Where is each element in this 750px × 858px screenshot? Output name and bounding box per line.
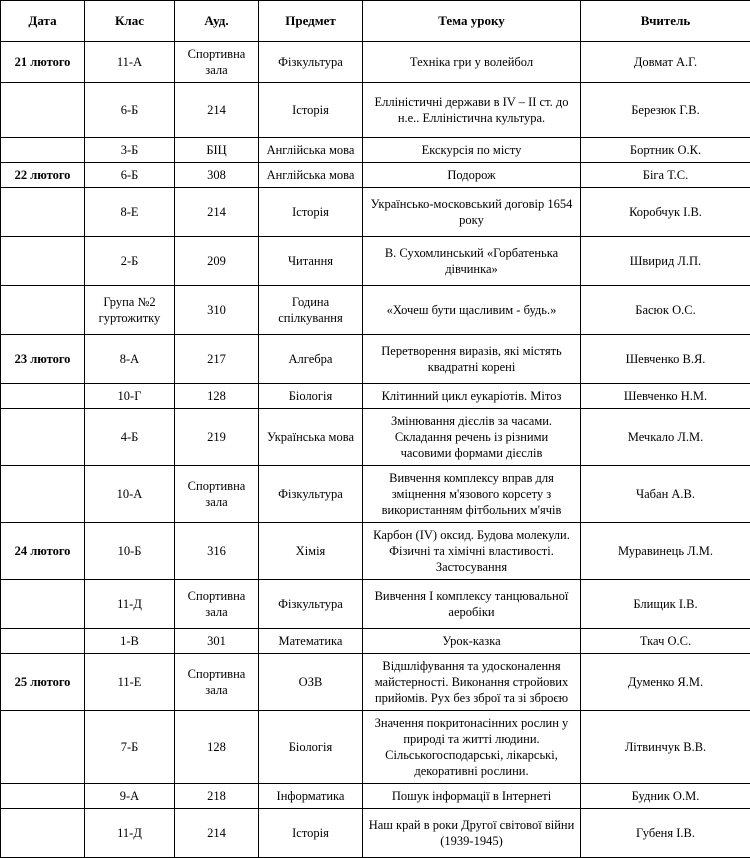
cell-topic: Перетворення виразів, які містять квадратні корені xyxy=(363,335,581,384)
table-row xyxy=(1,138,750,163)
cell-room: 214 xyxy=(175,809,259,858)
cell-topic: Подорож xyxy=(363,163,581,188)
cell-subject: ОЗВ xyxy=(259,654,363,711)
table-row xyxy=(1,809,750,858)
cell-room: 301 xyxy=(175,629,259,654)
table-row xyxy=(1,580,750,629)
cell-class: 1-В xyxy=(85,629,175,654)
cell-topic: Клітинний цикл еукаріотів. Мітоз xyxy=(363,384,581,409)
table-row xyxy=(1,384,750,409)
cell-subject: Англійська мова xyxy=(259,163,363,188)
cell-class: 8-Е xyxy=(85,188,175,237)
cell-room: Спортивна зала xyxy=(175,654,259,711)
cell-room: БІЦ xyxy=(175,138,259,163)
cell-room: 209 xyxy=(175,237,259,286)
cell-date xyxy=(1,580,85,629)
column-header-topic: Тема уроку xyxy=(363,1,581,42)
table-row xyxy=(1,188,750,237)
cell-room: 310 xyxy=(175,286,259,335)
cell-date xyxy=(1,237,85,286)
cell-teacher: Швирид Л.П. xyxy=(581,237,750,286)
cell-topic: Карбон (IV) оксид. Будова молекули. Фізичні та хімічні властивості. Застосування xyxy=(363,523,581,580)
cell-date: 25 лютого xyxy=(1,654,85,711)
cell-room: 214 xyxy=(175,188,259,237)
cell-date xyxy=(1,138,85,163)
table-row xyxy=(1,654,750,711)
cell-topic: В. Сухомлинський «Горбатенька дівчинка» xyxy=(363,237,581,286)
cell-teacher: Довмат А.Г. xyxy=(581,42,750,83)
cell-topic: Відшліфування та удосконалення майстерності. Виконання стройових прийомів. Рух без зброї та зі зброєю xyxy=(363,654,581,711)
cell-class: 6-Б xyxy=(85,163,175,188)
cell-teacher: Басюк О.С. xyxy=(581,286,750,335)
cell-teacher: Думенко Я.М. xyxy=(581,654,750,711)
cell-topic: Елліністичні держави в IV – II ст. до н.е.. Елліністична культура. xyxy=(363,83,581,138)
cell-class: Група №2 гуртожитку xyxy=(85,286,175,335)
cell-teacher: Мечкало Л.М. xyxy=(581,409,750,466)
cell-date: 21 лютого xyxy=(1,42,85,83)
cell-date: 23 лютого xyxy=(1,335,85,384)
cell-room: 219 xyxy=(175,409,259,466)
column-header-class: Клас xyxy=(85,1,175,42)
table-row xyxy=(1,42,750,83)
cell-subject: Математика xyxy=(259,629,363,654)
cell-class: 2-Б xyxy=(85,237,175,286)
cell-room: Спортивна зала xyxy=(175,580,259,629)
cell-date xyxy=(1,629,85,654)
cell-topic: Пошук інформації в Інтернеті xyxy=(363,784,581,809)
table-body xyxy=(1,42,750,858)
cell-subject: Українська мова xyxy=(259,409,363,466)
cell-teacher: Бігa Т.С. xyxy=(581,163,750,188)
cell-subject: Фізкультура xyxy=(259,580,363,629)
cell-subject: Година спілкування xyxy=(259,286,363,335)
cell-teacher: Березюк Г.В. xyxy=(581,83,750,138)
cell-topic: Екскурсія по місту xyxy=(363,138,581,163)
cell-date xyxy=(1,83,85,138)
column-header-date: Дата xyxy=(1,1,85,42)
cell-subject: Читання xyxy=(259,237,363,286)
cell-teacher: Муравинець Л.М. xyxy=(581,523,750,580)
table-row xyxy=(1,286,750,335)
cell-class: 10-Г xyxy=(85,384,175,409)
cell-class: 9-А xyxy=(85,784,175,809)
cell-topic: Українсько-московський договір 1654 року xyxy=(363,188,581,237)
cell-class: 11-Д xyxy=(85,809,175,858)
cell-room: 308 xyxy=(175,163,259,188)
cell-room: 214 xyxy=(175,83,259,138)
cell-teacher: Будник О.М. xyxy=(581,784,750,809)
cell-teacher: Блищик І.В. xyxy=(581,580,750,629)
cell-room: 128 xyxy=(175,711,259,784)
cell-teacher: Шевченко Н.М. xyxy=(581,384,750,409)
cell-subject: Історія xyxy=(259,83,363,138)
cell-date xyxy=(1,711,85,784)
column-header-teacher: Вчитель xyxy=(581,1,750,42)
cell-teacher: Губеня І.В. xyxy=(581,809,750,858)
table-row xyxy=(1,409,750,466)
cell-date xyxy=(1,466,85,523)
cell-room: 128 xyxy=(175,384,259,409)
cell-teacher: Коробчук І.В. xyxy=(581,188,750,237)
cell-topic: Значення покритонасінних рослин у природі та житті людини. Сільськогосподарські, лікарські, декоративні рослини. xyxy=(363,711,581,784)
cell-topic: Вивчення комплексу вправ для зміцнення м'язового корсету з використанням фітбольних м'ячів xyxy=(363,466,581,523)
cell-date xyxy=(1,188,85,237)
table-header-row xyxy=(1,1,750,42)
table-row xyxy=(1,83,750,138)
cell-subject: Біологія xyxy=(259,384,363,409)
cell-room: 217 xyxy=(175,335,259,384)
column-header-subject: Предмет xyxy=(259,1,363,42)
cell-room: Спортивна зала xyxy=(175,42,259,83)
table-row xyxy=(1,163,750,188)
cell-teacher: Літвинчук В.В. xyxy=(581,711,750,784)
cell-subject: Фізкультура xyxy=(259,42,363,83)
cell-topic: «Хочеш бути щасливим - будь.» xyxy=(363,286,581,335)
cell-class: 3-Б xyxy=(85,138,175,163)
cell-date: 22 лютого xyxy=(1,163,85,188)
cell-date xyxy=(1,286,85,335)
cell-subject: Англійська мова xyxy=(259,138,363,163)
cell-class: 7-Б xyxy=(85,711,175,784)
cell-date xyxy=(1,409,85,466)
cell-class: 11-А xyxy=(85,42,175,83)
cell-teacher: Бортник О.К. xyxy=(581,138,750,163)
table-row xyxy=(1,335,750,384)
cell-class: 6-Б xyxy=(85,83,175,138)
cell-teacher: Шевченко В.Я. xyxy=(581,335,750,384)
cell-date: 24 лютого xyxy=(1,523,85,580)
cell-date xyxy=(1,384,85,409)
cell-class: 10-А xyxy=(85,466,175,523)
cell-class: 10-Б xyxy=(85,523,175,580)
cell-subject: Фізкультура xyxy=(259,466,363,523)
column-header-room: Ауд. xyxy=(175,1,259,42)
cell-subject: Історія xyxy=(259,188,363,237)
cell-topic: Наш край в роки Другої світової війни (1939-1945) xyxy=(363,809,581,858)
cell-date xyxy=(1,809,85,858)
cell-topic: Вивчення І комплексу танцювальної аеробіки xyxy=(363,580,581,629)
cell-teacher: Чабан А.В. xyxy=(581,466,750,523)
table-row xyxy=(1,629,750,654)
cell-subject: Історія xyxy=(259,809,363,858)
cell-subject: Інформатика xyxy=(259,784,363,809)
cell-topic: Змінювання дієслів за часами. Складання речень із різними часовими формами дієслів xyxy=(363,409,581,466)
cell-class: 8-А xyxy=(85,335,175,384)
table-row xyxy=(1,237,750,286)
cell-class: 11-Д xyxy=(85,580,175,629)
cell-topic: Техніка гри у волейбол xyxy=(363,42,581,83)
table-row xyxy=(1,466,750,523)
cell-subject: Хімія xyxy=(259,523,363,580)
cell-class: 4-Б xyxy=(85,409,175,466)
table-row xyxy=(1,523,750,580)
cell-class: 11-Е xyxy=(85,654,175,711)
cell-room: Спортивна зала xyxy=(175,466,259,523)
cell-room: 218 xyxy=(175,784,259,809)
cell-subject: Біологія xyxy=(259,711,363,784)
cell-date xyxy=(1,784,85,809)
cell-room: 316 xyxy=(175,523,259,580)
cell-subject: Алгебра xyxy=(259,335,363,384)
table-row xyxy=(1,711,750,784)
cell-topic: Урок-казка xyxy=(363,629,581,654)
table-row xyxy=(1,784,750,809)
cell-teacher: Ткач О.С. xyxy=(581,629,750,654)
